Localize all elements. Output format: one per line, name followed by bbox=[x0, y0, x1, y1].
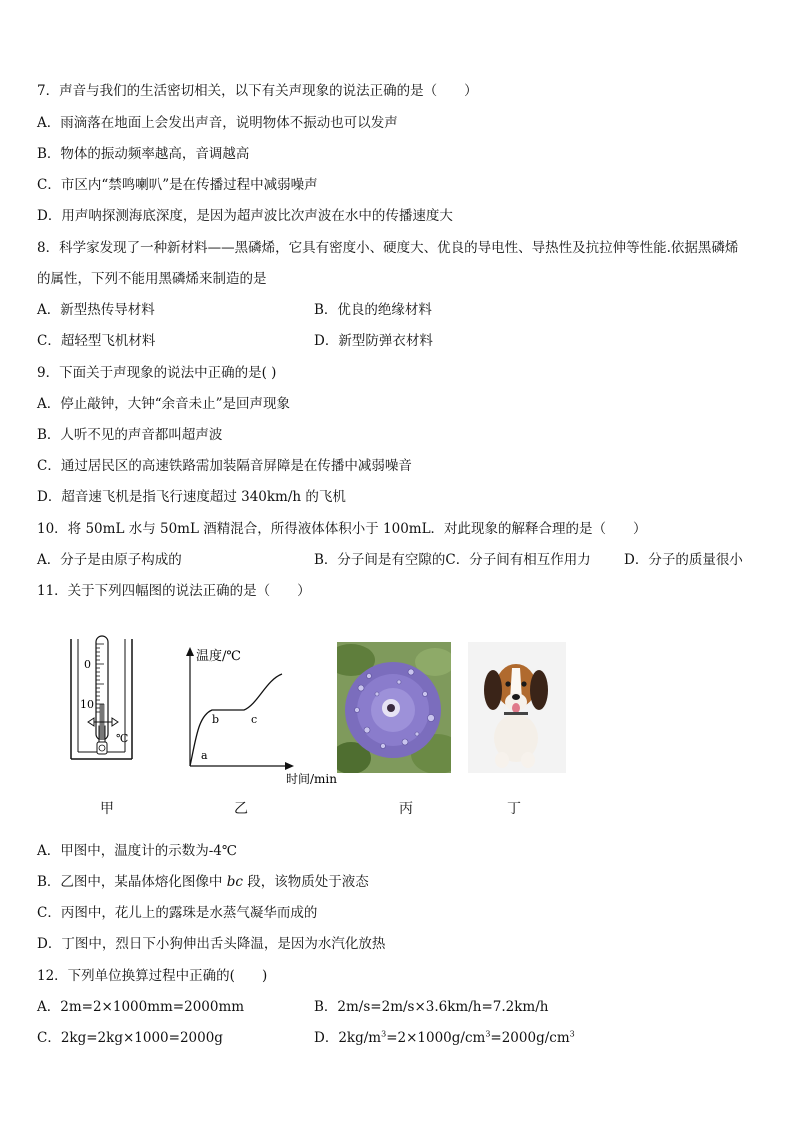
q9-option-c: C．通过居民区的高速铁路需加装隔音屏障是在传播中减弱噪音 bbox=[37, 458, 412, 474]
q10-option-bc: B．分子间是有空隙的C．分子间有相互作用力 bbox=[314, 552, 591, 568]
figure-label-ding: 丁 bbox=[507, 801, 521, 817]
q8-option-a: A．新型热传导材料 bbox=[37, 302, 155, 318]
q11-option-b-text-1: B．乙图中，某晶体熔化图像中 bbox=[37, 874, 227, 890]
thermometer-unit: ℃ bbox=[116, 732, 129, 745]
q12-option-b: B．2m/s=2m/s×3.6km/h=7.2km/h bbox=[314, 999, 549, 1015]
figure-label-bing: 丙 bbox=[399, 801, 413, 817]
q12-option-d-sup3: 3 bbox=[569, 1029, 575, 1039]
figure-label-jia: 甲 bbox=[100, 801, 114, 817]
graph-point-c: c bbox=[251, 713, 258, 726]
q7-option-d: D．用声呐探测海底深度，是因为超声波比次声波在水中的传播速度大 bbox=[37, 208, 453, 224]
q12-option-d-part2: =2×1000g/cm bbox=[386, 1030, 486, 1046]
q8-stem-line2: 的属性，下列不能用黑磷烯来制造的是 bbox=[37, 271, 267, 287]
q10-option-d: D．分子的质量很小 bbox=[624, 552, 743, 568]
q9-option-b: B．人听不见的声音都叫超声波 bbox=[37, 427, 223, 443]
q12-option-d-sup1: 3 bbox=[381, 1029, 387, 1039]
q11-option-d: D．丁图中，烈日下小狗伸出舌头降温，是因为水汽化放热 bbox=[37, 936, 386, 952]
q8-option-d: D．新型防弹衣材料 bbox=[314, 333, 433, 349]
q9-option-d: D．超音速飞机是指飞行速度超过 340km/h 的飞机 bbox=[37, 489, 346, 505]
thermometer-figure bbox=[64, 634, 144, 764]
q11-option-a: A．甲图中，温度计的示数为-4℃ bbox=[37, 843, 238, 859]
q12-option-a: A．2m=2×1000mm=2000mm bbox=[37, 999, 245, 1015]
q12-option-c: C．2kg=2kg×1000=2000g bbox=[37, 1030, 223, 1046]
q10-stem: 10．将 50mL 水与 50mL 酒精混合，所得液体体积小于 100mL．对此现象的解释合理的是（ ） bbox=[37, 521, 647, 537]
q8-option-c: C．超轻型飞机材料 bbox=[37, 333, 156, 349]
q11-option-b bbox=[37, 873, 369, 891]
melting-curve-figure bbox=[178, 644, 348, 794]
q11-option-c: C．丙图中，花儿上的露珠是水蒸气凝华而成的 bbox=[37, 905, 318, 921]
q11-stem: 11．关于下列四幅图的说法正确的是（ ） bbox=[37, 583, 311, 599]
graph-ylabel: 温度/℃ bbox=[196, 649, 241, 664]
q7-option-c: C．市区内“禁鸣喇叭”是在传播过程中减弱噪声 bbox=[37, 177, 318, 193]
q8-stem-line1: 8．科学家发现了一种新材料——黑磷烯，它具有密度小、硬度大、优良的导电性、导热性及抗拉伸等性能.依据黑磷烯 bbox=[37, 240, 739, 256]
flower-photo bbox=[337, 642, 451, 773]
graph-xlabel: 时间/min bbox=[286, 772, 337, 786]
q12-option-d-sup2: 3 bbox=[485, 1029, 491, 1039]
q7-option-b: B．物体的振动频率越高，音调越高 bbox=[37, 146, 250, 162]
q12-stem: 12．下列单位换算过程中正确的( ) bbox=[37, 968, 268, 984]
puppy-photo bbox=[468, 642, 566, 773]
thermometer-label-0: 0 bbox=[84, 658, 91, 671]
q11-figures bbox=[0, 620, 794, 820]
q7-option-a: A．雨滴落在地面上会发出声音，说明物体不振动也可以发声 bbox=[37, 115, 398, 131]
q11-option-b-text-2: 段，该物质处于液态 bbox=[242, 874, 369, 890]
q12-option-d-part3: =2000g/cm bbox=[490, 1030, 570, 1046]
q8-option-b: B．优良的绝缘材料 bbox=[314, 302, 432, 318]
q7-stem: 7．声音与我们的生活密切相关，以下有关声现象的说法正确的是（ ） bbox=[37, 83, 478, 99]
graph-point-b: b bbox=[212, 713, 220, 726]
q12-option-d bbox=[314, 1029, 575, 1047]
graph-point-a: a bbox=[201, 749, 208, 762]
thermometer-label-10: 10 bbox=[80, 698, 94, 711]
q9-stem: 9．下面关于声现象的说法中正确的是( ) bbox=[37, 365, 277, 381]
q9-option-a: A．停止敲钟，大钟“余音未止”是回声现象 bbox=[37, 396, 291, 412]
q10-option-a: A．分子是由原子构成的 bbox=[37, 552, 182, 568]
figure-label-yi: 乙 bbox=[234, 801, 248, 817]
q11-option-b-italic: bc bbox=[226, 874, 243, 890]
q12-option-d-part1: D．2kg/m bbox=[314, 1030, 382, 1046]
